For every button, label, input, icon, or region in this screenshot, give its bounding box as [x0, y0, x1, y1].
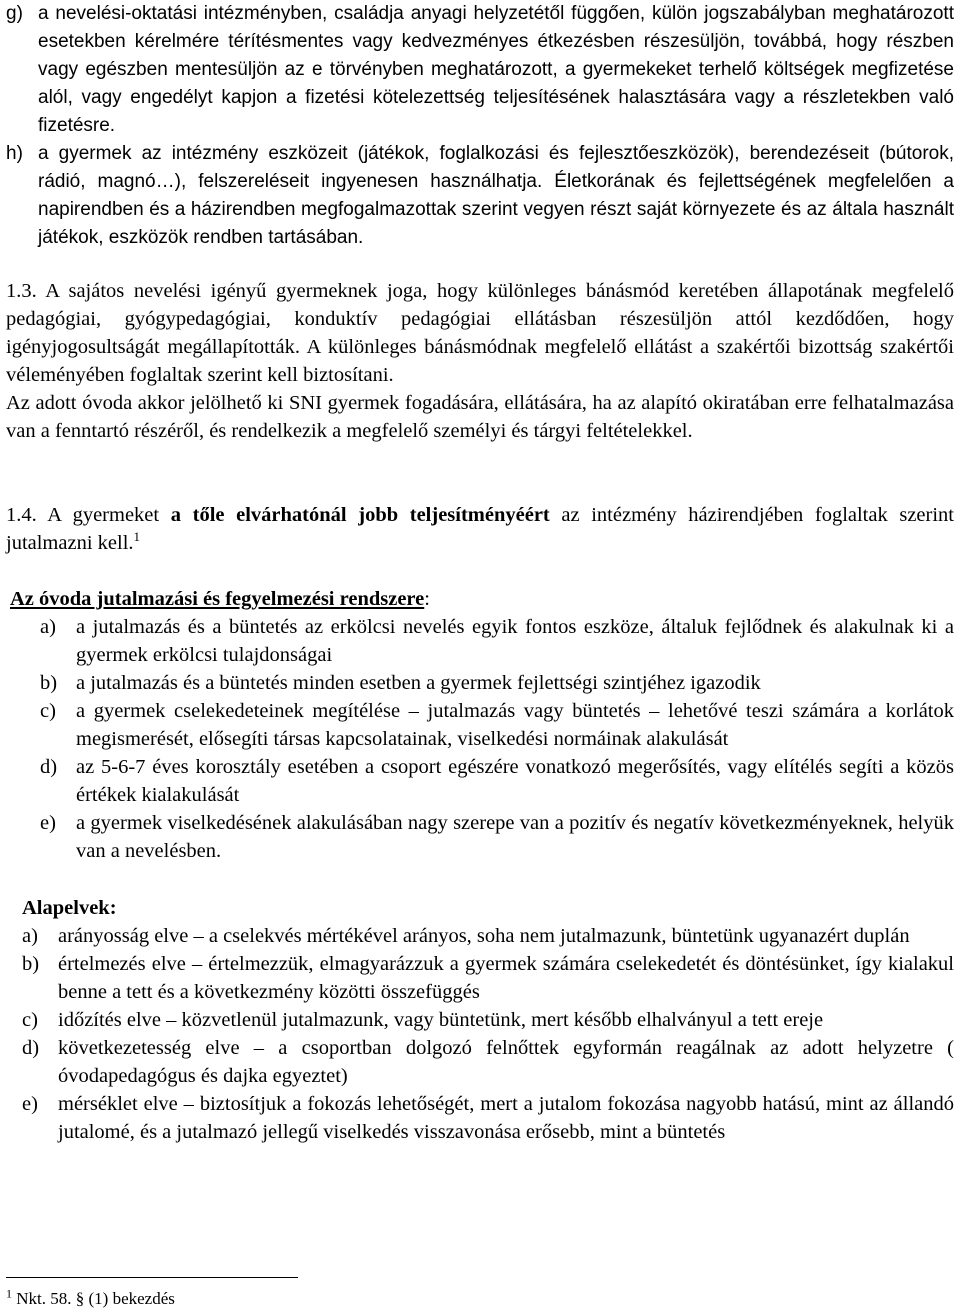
rewards-section	[6, 585, 954, 865]
list-text: mérséklet elve – biztosítjuk a fokozás lehetőségét, mert a jutalom fokozása nagyobb hatású, mint az állandó jutalomé, és a jutalmazó jellegű viselkedés visszavonása erősebb, mint a büntetés	[58, 1093, 954, 1143]
footnote-reference[interactable]: 1	[133, 529, 141, 545]
footnote-text: Nkt. 58. § (1) bekezdés	[12, 1289, 175, 1308]
list-item-g	[6, 0, 954, 140]
list-text: arányosság elve – a cselekvés mértékével arányos, soha nem jutalmazunk, büntetünk ugyanazért duplán	[58, 925, 910, 947]
list-label: h)	[6, 143, 23, 164]
list-text: az 5-6-7 éves korosztály esetében a csoport egészére vonatkozó megerősítés, vagy elítélés segíti a közös értékek kialakulását	[76, 756, 954, 806]
principles-section	[6, 894, 954, 1146]
section-1-4-text-start: 1.4. A gyermeket	[6, 504, 171, 526]
list-label: e)	[22, 1093, 38, 1115]
list-label: e)	[40, 812, 56, 834]
rewards-item-e	[6, 809, 954, 865]
list-text: a gyermek viselkedésének alakulásában nagy szerepe van a pozitív és negatív következményeknek, helyük van a nevelésben.	[76, 812, 954, 862]
principles-item-c	[6, 1006, 954, 1034]
rewards-item-d	[6, 753, 954, 809]
list-label: d)	[22, 1037, 40, 1059]
list-text: a jutalmazás és a büntetés minden esetben a gyermek fejlettségi szintjéhez igazodik	[76, 672, 761, 694]
rights-list-continued	[6, 0, 954, 252]
section-1-4-bold-text: a tőle elvárhatónál jobb teljesítményéért	[170, 504, 550, 526]
principles-heading-text: Alapelvek:	[22, 897, 117, 919]
section-1-3	[6, 277, 954, 445]
list-label: a)	[22, 925, 38, 947]
principles-item-e	[6, 1090, 954, 1146]
rewards-heading-suffix: :	[424, 588, 430, 610]
list-text: a jutalmazás és a büntetés az erkölcsi nevelés egyik fontos eszköze, általuk fejlődnek és alakulnak ki a gyermek erkölcsi tulajdonságai	[76, 616, 954, 666]
list-label: a)	[40, 616, 56, 638]
rewards-item-b	[6, 669, 954, 697]
section-1-3-paragraph: 1.3. A sajátos nevelési igényű gyermeknek joga, hogy különleges bánásmód keretében állapotának megfelelő pedagógiai, gyógypedagógiai, konduktív pedagógiai ellátásban részesüljön attól kezdődően, hogy igényjogosultságát megállapították. A különleges bánásmódnak megfelelő ellátást a szakértői bizottság szakértői véleményében foglaltak szerint kell biztosítani.	[6, 280, 954, 386]
rewards-item-c	[6, 697, 954, 753]
list-text: időzítés elve – közvetlenül jutalmazunk, vagy büntetünk, mert később elhalványul a tett ereje	[58, 1009, 824, 1031]
section-1-4	[6, 501, 954, 557]
rewards-heading-text: Az óvoda jutalmazási és fegyelmezési rendszere	[10, 588, 425, 610]
principles-item-d	[6, 1034, 954, 1090]
rewards-item-a	[6, 613, 954, 669]
list-label: g)	[6, 3, 23, 24]
sni-paragraph: Az adott óvoda akkor jelölhető ki SNI gyermek fogadására, ellátására, ha az alapító okiratában erre felhatalmazása van a fenntartó részéről, és rendelkezik a megfelelő személyi és tárgyi feltételekkel.	[6, 392, 954, 442]
footnote-number: 1	[6, 1286, 12, 1301]
list-label: c)	[22, 1009, 38, 1031]
principles-item-a	[6, 922, 954, 950]
list-label: d)	[40, 756, 58, 778]
list-text: a nevelési-oktatási intézményben, családja anyagi helyzetétől függően, külön jogszabályban meghatározott esetekben kérelmére térítésmentes vagy kedvezményes étkezésben részesüljön, továbbá, hogy részben vagy egészben mentesüljön az e törvényben meghatározott, a gyermekeket terhelő költségek megfizetése alól, vagy engedélyt kapjon a fizetési kötelezettség teljesítésének halasztására vagy a részletekben való fizetésre.	[38, 3, 954, 136]
list-label: b)	[40, 672, 58, 694]
principles-item-b	[6, 950, 954, 1006]
list-text: a gyermek cselekedeteinek megítélése – jutalmazás vagy büntetés – lehetővé teszi számára a korlátok megismerését, elősegíti társas kapcsolatainak, viselkedési normáinak alakulását	[76, 700, 954, 750]
list-label: c)	[40, 700, 56, 722]
list-text: értelmezés elve – értelmezzük, elmagyarázzuk a gyermek számára cselekedetét és döntésünket, így kialakul benne a tett és a következmény közötti összefüggés	[58, 953, 954, 1003]
section-1-4-paragraph	[6, 501, 954, 557]
rewards-heading	[6, 585, 954, 613]
list-text: a gyermek az intézmény eszközeit (játékok, foglalkozási és fejlesztőeszközök), berendezéseit (bútorok, rádió, magnó…), felszereléseit ingyenesen használhatja. Életkorának és fejlettségének megfelelően a napirendben és a házirendben megfogalmazottak szerint vegyen részt saját környezete és az általa használt játékok, eszközök rendben tartásában.	[38, 143, 954, 248]
list-label: b)	[22, 953, 40, 975]
footnote	[6, 1288, 175, 1310]
list-item-h	[6, 140, 954, 252]
principles-heading	[6, 894, 954, 922]
footnote-separator	[6, 1277, 298, 1278]
list-text: következetesség elve – a csoportban dolgozó felnőttek egyformán reagálnak az adott helyzetre ( óvodapedagógus és dajka egyeztet)	[58, 1037, 954, 1087]
section-1-4-text-end: az intézmény házirendjében foglaltak szerint jutalmazni kell.	[6, 504, 955, 554]
